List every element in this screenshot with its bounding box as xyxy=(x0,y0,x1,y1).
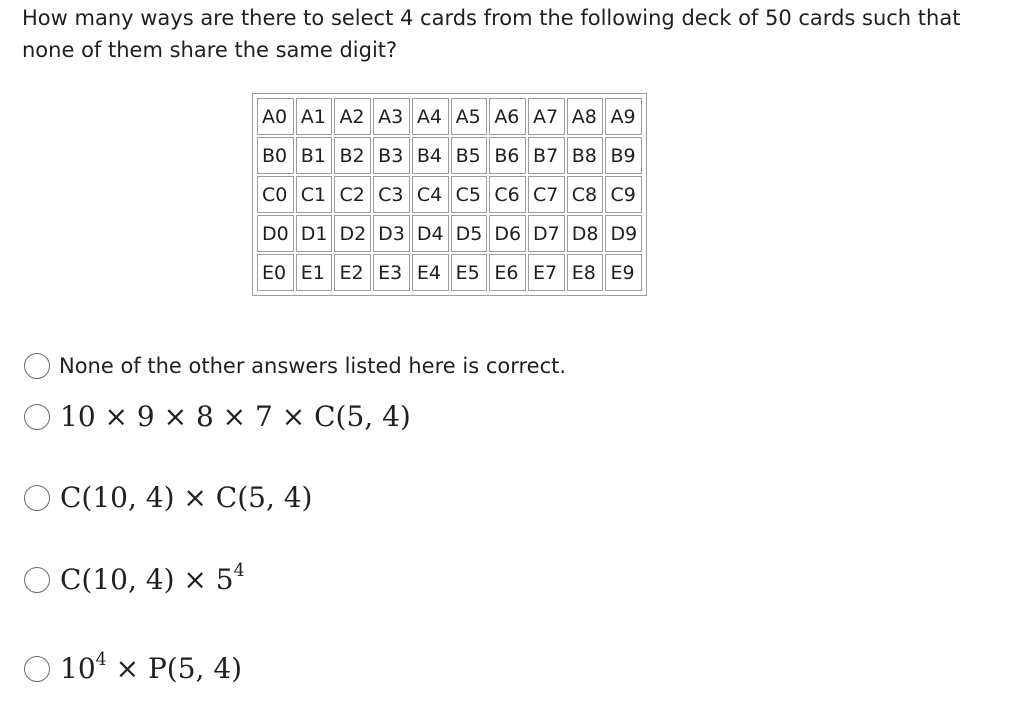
card-cell: E9 xyxy=(605,254,642,291)
option-label xyxy=(60,652,242,685)
card-cell: A6 xyxy=(489,98,526,135)
card-cell: A5 xyxy=(451,98,488,135)
question-text: How many ways are there to select 4 cards from the following deck of 50 cards such that none of them share the same digit? xyxy=(22,6,961,62)
option-10-pow-4-times-p54[interactable] xyxy=(24,652,242,685)
card-cell: D0 xyxy=(257,215,294,252)
deck-row xyxy=(257,254,642,291)
card-cell: C9 xyxy=(605,176,642,213)
card-cell: D3 xyxy=(373,215,410,252)
radio-button[interactable] xyxy=(24,656,50,682)
card-cell: C4 xyxy=(412,176,449,213)
card-cell: C5 xyxy=(451,176,488,213)
card-cell: D5 xyxy=(451,215,488,252)
option-base: C(10, 4) × 5 xyxy=(60,563,234,596)
card-cell: E6 xyxy=(489,254,526,291)
card-cell: D4 xyxy=(412,215,449,252)
card-cell: D9 xyxy=(605,215,642,252)
option-label: 10 × 9 × 8 × 7 × C(5, 4) xyxy=(60,400,411,433)
deck-row xyxy=(257,176,642,213)
card-cell: A2 xyxy=(334,98,371,135)
card-cell: B5 xyxy=(451,137,488,174)
option-exponent: 4 xyxy=(95,650,107,671)
card-cell: E5 xyxy=(451,254,488,291)
card-cell: D6 xyxy=(489,215,526,252)
card-cell: B8 xyxy=(567,137,604,174)
option-c104-times-c54[interactable] xyxy=(24,481,312,514)
card-cell: A3 xyxy=(373,98,410,135)
deck-row xyxy=(257,215,642,252)
card-cell: C3 xyxy=(373,176,410,213)
card-cell: B1 xyxy=(296,137,333,174)
deck-row xyxy=(257,137,642,174)
card-cell: B3 xyxy=(373,137,410,174)
card-cell: D2 xyxy=(334,215,371,252)
card-cell: C2 xyxy=(334,176,371,213)
option-exponent: 4 xyxy=(233,561,245,582)
card-cell: A4 xyxy=(412,98,449,135)
radio-button[interactable] xyxy=(24,567,50,593)
card-cell: B0 xyxy=(257,137,294,174)
card-cell: C0 xyxy=(257,176,294,213)
card-cell: A8 xyxy=(567,98,604,135)
card-cell: D7 xyxy=(528,215,565,252)
card-cell: C6 xyxy=(489,176,526,213)
radio-button[interactable] xyxy=(24,485,50,511)
option-base: 10 xyxy=(60,652,96,685)
option-c104-times-5-pow-4[interactable] xyxy=(24,563,245,596)
card-cell: E2 xyxy=(334,254,371,291)
card-cell: D1 xyxy=(296,215,333,252)
card-deck-table xyxy=(252,93,647,296)
card-cell: B2 xyxy=(334,137,371,174)
card-cell: A7 xyxy=(528,98,565,135)
radio-button[interactable] xyxy=(24,404,50,430)
card-cell: E1 xyxy=(296,254,333,291)
option-label xyxy=(60,563,245,596)
option-product-times-c54[interactable] xyxy=(24,400,411,433)
card-cell: C8 xyxy=(567,176,604,213)
card-cell: B7 xyxy=(528,137,565,174)
radio-button[interactable] xyxy=(24,353,50,379)
option-label: C(10, 4) × C(5, 4) xyxy=(60,481,313,514)
card-cell: E7 xyxy=(528,254,565,291)
card-cell: A0 xyxy=(257,98,294,135)
card-cell: E3 xyxy=(373,254,410,291)
option-rest: × P(5, 4) xyxy=(106,652,243,685)
card-cell: B4 xyxy=(412,137,449,174)
card-cell: B6 xyxy=(489,137,526,174)
option-none-correct[interactable] xyxy=(24,353,566,379)
deck-row xyxy=(257,98,642,135)
card-cell: C1 xyxy=(296,176,333,213)
card-cell: E4 xyxy=(412,254,449,291)
card-cell: A1 xyxy=(296,98,333,135)
card-cell: E0 xyxy=(257,254,294,291)
card-cell: E8 xyxy=(567,254,604,291)
card-cell: B9 xyxy=(605,137,642,174)
card-cell: C7 xyxy=(528,176,565,213)
card-cell: A9 xyxy=(605,98,642,135)
card-cell: D8 xyxy=(567,215,604,252)
option-label: None of the other answers listed here is correct. xyxy=(59,354,567,378)
